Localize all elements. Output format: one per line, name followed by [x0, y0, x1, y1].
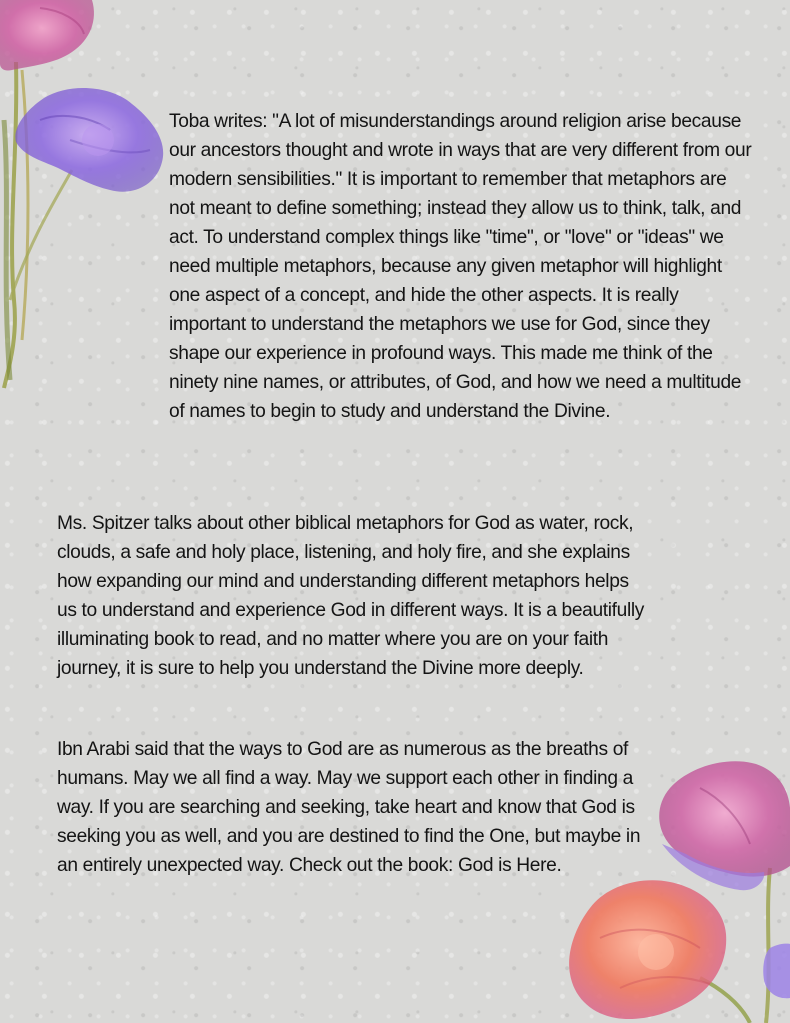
paragraph-toba-metaphors: Toba writes: "A lot of misunderstandings around religion arise because our ancestors thought and wrote in ways that are very different from our modern sensibilities." It is important to remember that metaphors are not meant to define something; instead they allow us to think, talk, and act. To understand complex things like "time", or "love" or "ideas" we need multiple metaphors, because any given metaphor will highlight one aspect of a concept, and hide the other aspects. It is really important to understand the metaphors we use for God, since they shape our experience in profound ways. This made me think of the ninety nine names, or attributes, of God, and how we need a multitude of names to begin to study and understand the Divine.	[169, 111, 752, 422]
paragraph-ibn-arabi: Ibn Arabi said that the ways to God are as numerous as the breaths of humans. May we all find a way. May we support each other in finding a way. If you are searching and seeking, take heart and know that God is seeking you as well, and you are destined to find the One, but maybe in an entirely unexpected way. Check out the book: God is Here.	[57, 739, 641, 876]
paragraph-spitzer-biblical-metaphors: Ms. Spitzer talks about other biblical metaphors for God as water, rock, clouds, a safe and holy place, listening, and holy fire, and she explains how expanding our mind and understanding different metaphors helps us to understand and experience God in different ways. It is a beautifully illuminating book to read, and no matter where you are on your faith journey, it is sure to help you understand the Divine more deeply.	[57, 513, 645, 679]
top-left-flowers-decoration	[0, 0, 175, 390]
